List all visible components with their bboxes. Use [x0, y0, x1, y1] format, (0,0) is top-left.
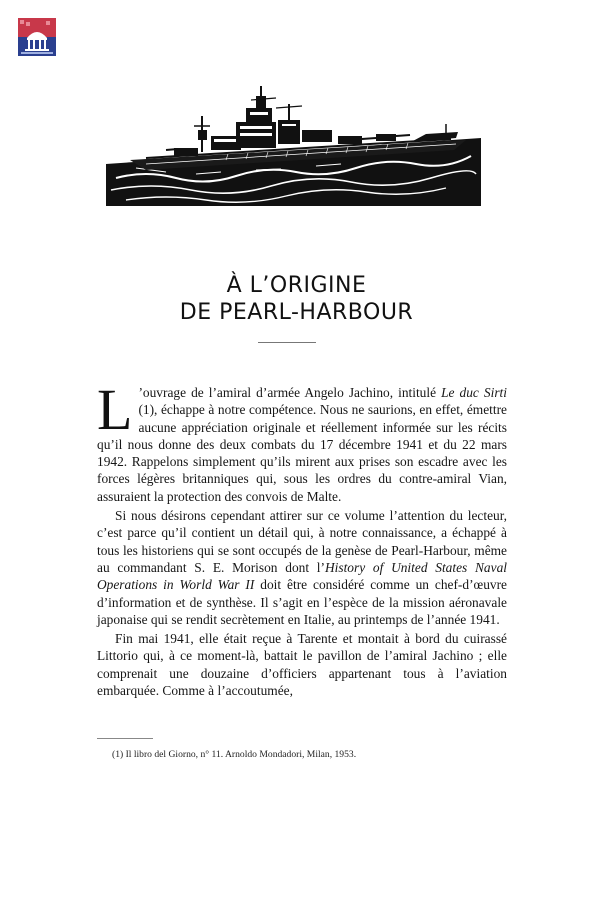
footnote: (1) Il libro del Giorno, n° 11. Arnoldo Mondadori, Milan, 1953.: [112, 749, 357, 760]
warship-illustration: [106, 86, 481, 206]
page-title: [0, 272, 593, 326]
paragraph-1-text-b: (1), échappe à notre compétence. Nous ne saurions, en effet, émettre aucune appréciation originale et réellement informée sur les récits qu’il nous donne des deux combats du 17 décembre 1941 et du 22 mars 1942. Rappelons simplement qu’ils mirent aux prises son escadre avec les forces légères britanniques qui, sous les ordres du contre-amiral Vian, assuraient la protection des convois de Malte.: [97, 402, 507, 504]
book-title: Le duc Sirti: [441, 385, 507, 400]
title-line-2: DE PEARL-HARBOUR: [179, 300, 414, 325]
title-divider: [258, 342, 316, 343]
title-line-1: À L’ORIGINE: [226, 273, 367, 298]
body-text: [97, 377, 508, 699]
footnote-divider: [97, 738, 153, 739]
paragraph-3: Fin mai 1941, elle était reçue à Tarente et montait à bord du cuirassé Littorio qui, à ce moment-là, battait le pavillon de l’amiral Jachino ; elle comprenait une douzaine d’officiers appartenant tous à l’aviation embarquée. Comme à l’accoutumée,: [97, 631, 507, 699]
paragraph-2: [97, 507, 507, 628]
history-title: History of United States Naval Operations in World War II: [97, 559, 507, 593]
drop-cap: L: [97, 377, 133, 442]
paragraph-2-text-a: Si nous désirons cependant attirer sur ce volume l’attention du lecteur, c’est parce qu’il contient un détail qui, à notre connaissance, a échappé à tous les historiens qui se sont occupés de la genèse de Pearl-Harbour, même au commandant S. E. Morison dont l’: [97, 508, 507, 575]
paragraph-1: [97, 377, 507, 505]
paragraph-1-text-a: ’ouvrage de l’amiral d’armée Angelo Jachino, intitulé: [138, 385, 442, 400]
paragraph-2-text-b: doit être considéré comme un chef-d’œuvre d’information et de synthèse. Il s’agit en l’espèce de la mission aéronavale japonaise qui se rendit secrètement en Italie, au printemps de l’année 1941.: [97, 577, 508, 627]
building-logo-icon: [18, 18, 56, 56]
